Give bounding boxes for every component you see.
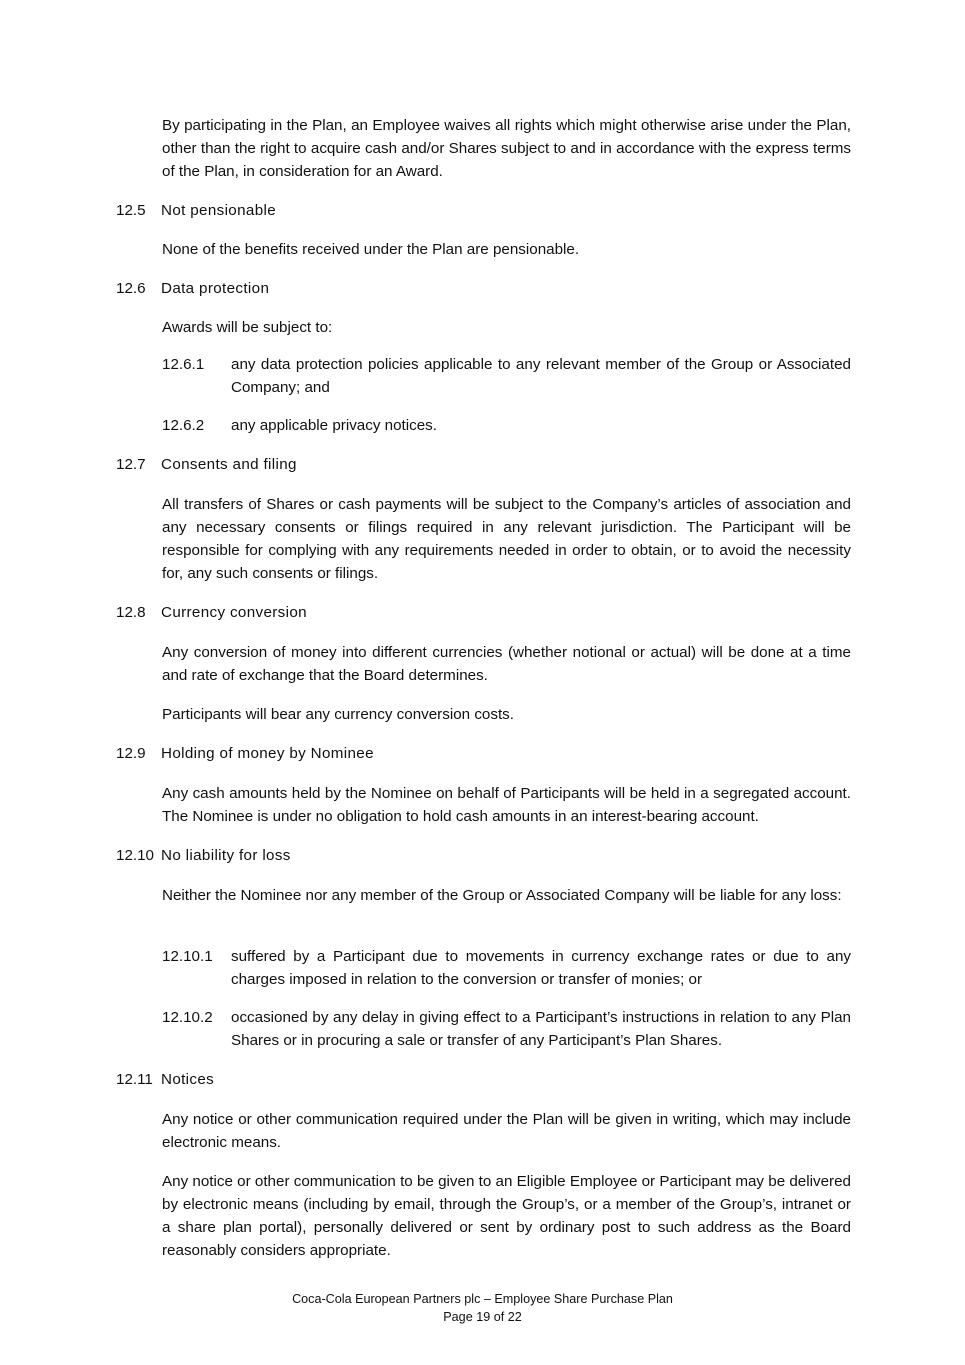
section-heading-12-10 xyxy=(116,844,851,867)
section-number: 12.6 xyxy=(116,280,146,297)
section-title: Currency conversion xyxy=(161,604,307,621)
section-12-8-paragraph-1: Any conversion of money into different currencies (whether notional or actual) will be done at a time and rate of exchange that the Board determines. xyxy=(162,644,851,684)
section-12-11-paragraph-1: Any notice or other communication required under the Plan will be given in writing, which may include electronic means. xyxy=(162,1111,851,1151)
section-heading-12-7 xyxy=(116,453,851,476)
section-12-9-paragraph: Any cash amounts held by the Nominee on behalf of Participants will be held in a segregated account. The Nominee is under no obligation to hold cash amounts in an interest-bearing account. xyxy=(162,785,851,825)
section-12-7-paragraph: All transfers of Shares or cash payments will be subject to the Company’s articles of association and any necessary consents or filings required in any relevant jurisdiction. The Participant will be responsible for complying with any requirements needed in order to obtain, or to avoid the necessity for, any such consents or filings. xyxy=(162,496,851,582)
list-item-text: any data protection policies applicable to any relevant member of the Group or Associated Company; and xyxy=(231,356,851,396)
list-item-number: 12.6.2 xyxy=(162,417,205,434)
intro-paragraph: By participating in the Plan, an Employee waives all rights which might otherwise arise under the Plan, other than the right to acquire cash and/or Shares subject to and in accordance with the express terms of the Plan, in consideration for an Award. xyxy=(162,117,851,180)
section-title: No liability for loss xyxy=(161,847,291,864)
section-title: Not pensionable xyxy=(161,202,277,219)
section-heading-12-5 xyxy=(116,199,851,222)
section-title: Consents and filing xyxy=(161,456,297,473)
list-item-text: any applicable privacy notices. xyxy=(231,417,437,434)
footer-document-title: Coca-Cola European Partners plc – Employee Share Purchase Plan xyxy=(292,1292,673,1306)
section-heading-12-8 xyxy=(116,601,851,624)
footer-page-number: Page 19 of 22 xyxy=(443,1310,522,1324)
section-12-5-paragraph: None of the benefits received under the Plan are pensionable. xyxy=(162,241,580,258)
section-heading-12-11 xyxy=(116,1068,851,1091)
section-number: 12.9 xyxy=(116,745,146,762)
section-12-8-paragraph-2: Participants will bear any currency conversion costs. xyxy=(162,706,514,723)
list-item-12-6-2 xyxy=(162,414,851,437)
section-12-10-paragraph: Neither the Nominee nor any member of the Group or Associated Company will be liable for any loss: xyxy=(162,887,842,904)
list-item-12-10-2 xyxy=(162,1006,851,1052)
list-item-text: occasioned by any delay in giving effect to a Participant’s instructions in relation to any Plan Shares or in procuring a sale or transfer of any Participant’s Plan Shares. xyxy=(231,1009,851,1049)
list-item-number: 12.10.1 xyxy=(162,948,213,965)
section-number: 12.5 xyxy=(116,202,146,219)
section-title: Holding of money by Nominee xyxy=(161,745,374,762)
section-12-6-paragraph: Awards will be subject to: xyxy=(162,319,333,336)
section-number: 12.11 xyxy=(116,1071,153,1088)
list-item-12-6-1 xyxy=(162,353,851,399)
section-heading-12-6 xyxy=(116,277,851,300)
list-item-number: 12.10.2 xyxy=(162,1009,213,1026)
list-item-12-10-1 xyxy=(162,945,851,991)
section-number: 12.8 xyxy=(116,604,146,621)
section-heading-12-9 xyxy=(116,742,851,765)
list-item-number: 12.6.1 xyxy=(162,356,205,373)
section-number: 12.10 xyxy=(116,847,155,864)
page-footer xyxy=(0,1290,965,1326)
section-number: 12.7 xyxy=(116,456,146,473)
section-title: Data protection xyxy=(161,280,270,297)
section-title: Notices xyxy=(161,1071,215,1088)
list-item-text: suffered by a Participant due to movements in currency exchange rates or due to any charges imposed in relation to the conversion or transfer of monies; or xyxy=(231,948,851,988)
section-12-11-paragraph-2: Any notice or other communication to be given to an Eligible Employee or Participant may be delivered by electronic means (including by email, through the Group’s, or a member of the Group’s, intranet or a share plan portal), personally delivered or sent by ordinary post to such address as the Board reasonably considers appropriate. xyxy=(162,1173,851,1259)
